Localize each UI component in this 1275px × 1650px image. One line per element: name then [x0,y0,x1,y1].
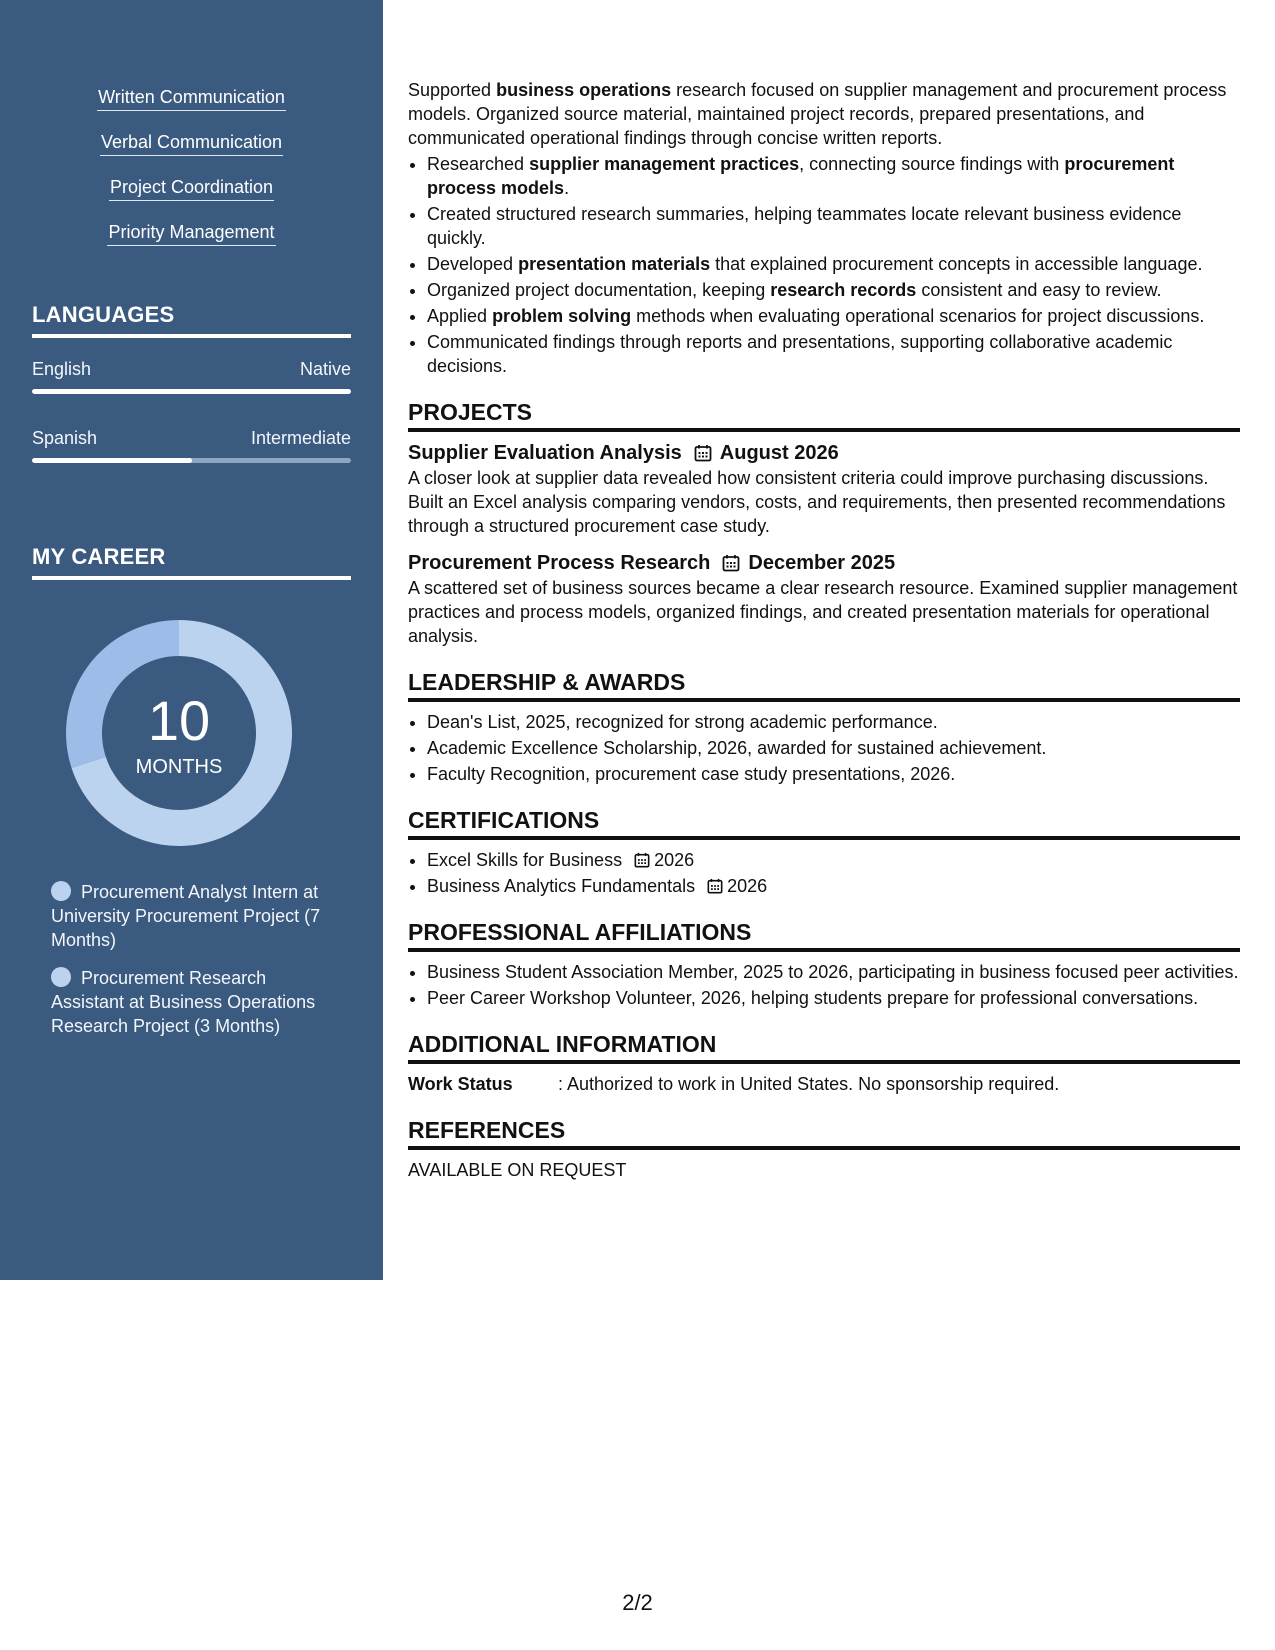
language-row [32,427,351,449]
additional-info-heading: ADDITIONAL INFORMATION [408,1030,1240,1064]
career-total-number: 10 [147,689,211,752]
list-item: • Academic Excellence Scholarship, 2026, awarded for sustained achievement. [427,736,1240,760]
language-bar [32,389,351,394]
career-dot-icon [51,967,71,987]
skill-item: Project Coordination [0,175,383,201]
language-level: Intermediate [250,428,351,448]
career-dot-icon [51,881,71,901]
main-content [408,78,1240,1182]
skill-item: Written Communication [0,85,383,111]
sidebar [0,0,383,1280]
language-name: Spanish [32,428,98,448]
career-item: Procurement Analyst Intern at University Procurement Project (7 Months) [51,882,321,950]
calendar-icon [707,878,723,894]
page-number: 2/2 [622,1590,653,1615]
list-item: • Business Student Association Member, 2025 to 2026, participating in business focused peer activities. [427,960,1240,984]
summary-paragraph: Supported business operations research focused on supplier management and procurement process models. Organized source material, maintained project records, prepared presentations, and communicated operational findings through concise written reports. [408,80,1227,148]
project-date: August 2026 [719,442,839,464]
references-text: AVAILABLE ON REQUEST [408,1160,627,1180]
list-item: • Applied problem solving methods when evaluating operational scenarios for project discussions. [427,304,1240,328]
leadership-list [408,710,1240,786]
leadership-heading: LEADERSHIP & AWARDS [408,668,1240,702]
projects-heading: PROJECTS [408,398,1240,432]
list-item: • Dean's List, 2025, recognized for strong academic performance. [427,710,1240,734]
career-item: Procurement Research Assistant at Business Operations Research Project (3 Months) [51,968,316,1036]
list-item: • Researched supplier management practices, connecting source findings with procurement process models. [427,152,1240,200]
list-item: • Peer Career Workshop Volunteer, 2026, helping students prepare for professional conversations. [427,986,1240,1010]
work-status-value: : Authorized to work in United States. No sponsorship required. [558,1074,1060,1094]
language-bar-fill [32,458,192,463]
project-description: A closer look at supplier data revealed how consistent criteria could improve purchasing discussions. Built an Excel analysis comparing vendors, costs, and requirements, then presented recommendations through a structured procurement case study. [408,468,1226,536]
calendar-icon [694,444,712,462]
list-item: • Developed presentation materials that explained procurement concepts in accessible language. [427,252,1240,276]
list-item: • Excel Skills for Business 2026 [427,848,1240,872]
certifications-heading: CERTIFICATIONS [408,806,1240,840]
affiliations-list [408,960,1240,1010]
calendar-icon [722,554,740,572]
project-title: Supplier Evaluation Analysis August 2026 [408,442,839,464]
career-total-unit: MONTHS [135,756,223,778]
language-bar-fill [32,389,351,394]
skill-item: Priority Management [0,220,383,246]
certifications-list [408,848,1240,898]
list-item: • Communicated findings through reports and presentations, supporting collaborative academic decisions. [427,330,1240,378]
list-item: • Created structured research summaries, helping teammates locate relevant business evidence quickly. [427,202,1240,250]
career-heading: MY CAREER [32,544,351,580]
calendar-icon [634,852,650,868]
languages-heading: LANGUAGES [32,302,351,338]
language-level: Native [299,359,351,379]
affiliations-heading: PROFESSIONAL AFFILIATIONS [408,918,1240,952]
language-name: English [32,359,92,379]
list-item: • Faculty Recognition, procurement case study presentations, 2026. [427,762,1240,786]
work-status-label: Work Status [408,1074,513,1094]
list-item: • Organized project documentation, keeping research records consistent and easy to review. [427,278,1240,302]
list-item: • Business Analytics Fundamentals 2026 [427,874,1240,898]
project-date: December 2025 [748,552,896,574]
work-status-row [408,1072,1240,1096]
project-title: Procurement Process Research December 2025 [408,552,896,574]
references-heading: REFERENCES [408,1116,1240,1150]
skill-item: Verbal Communication [0,130,383,156]
project-description: A scattered set of business sources became a clear research resource. Examined supplier management practices and process models, organized findings, and created presentation materials for operational analysis. [408,578,1238,646]
language-row [32,358,351,380]
language-bar [32,458,351,463]
summary-bullets [408,152,1240,378]
